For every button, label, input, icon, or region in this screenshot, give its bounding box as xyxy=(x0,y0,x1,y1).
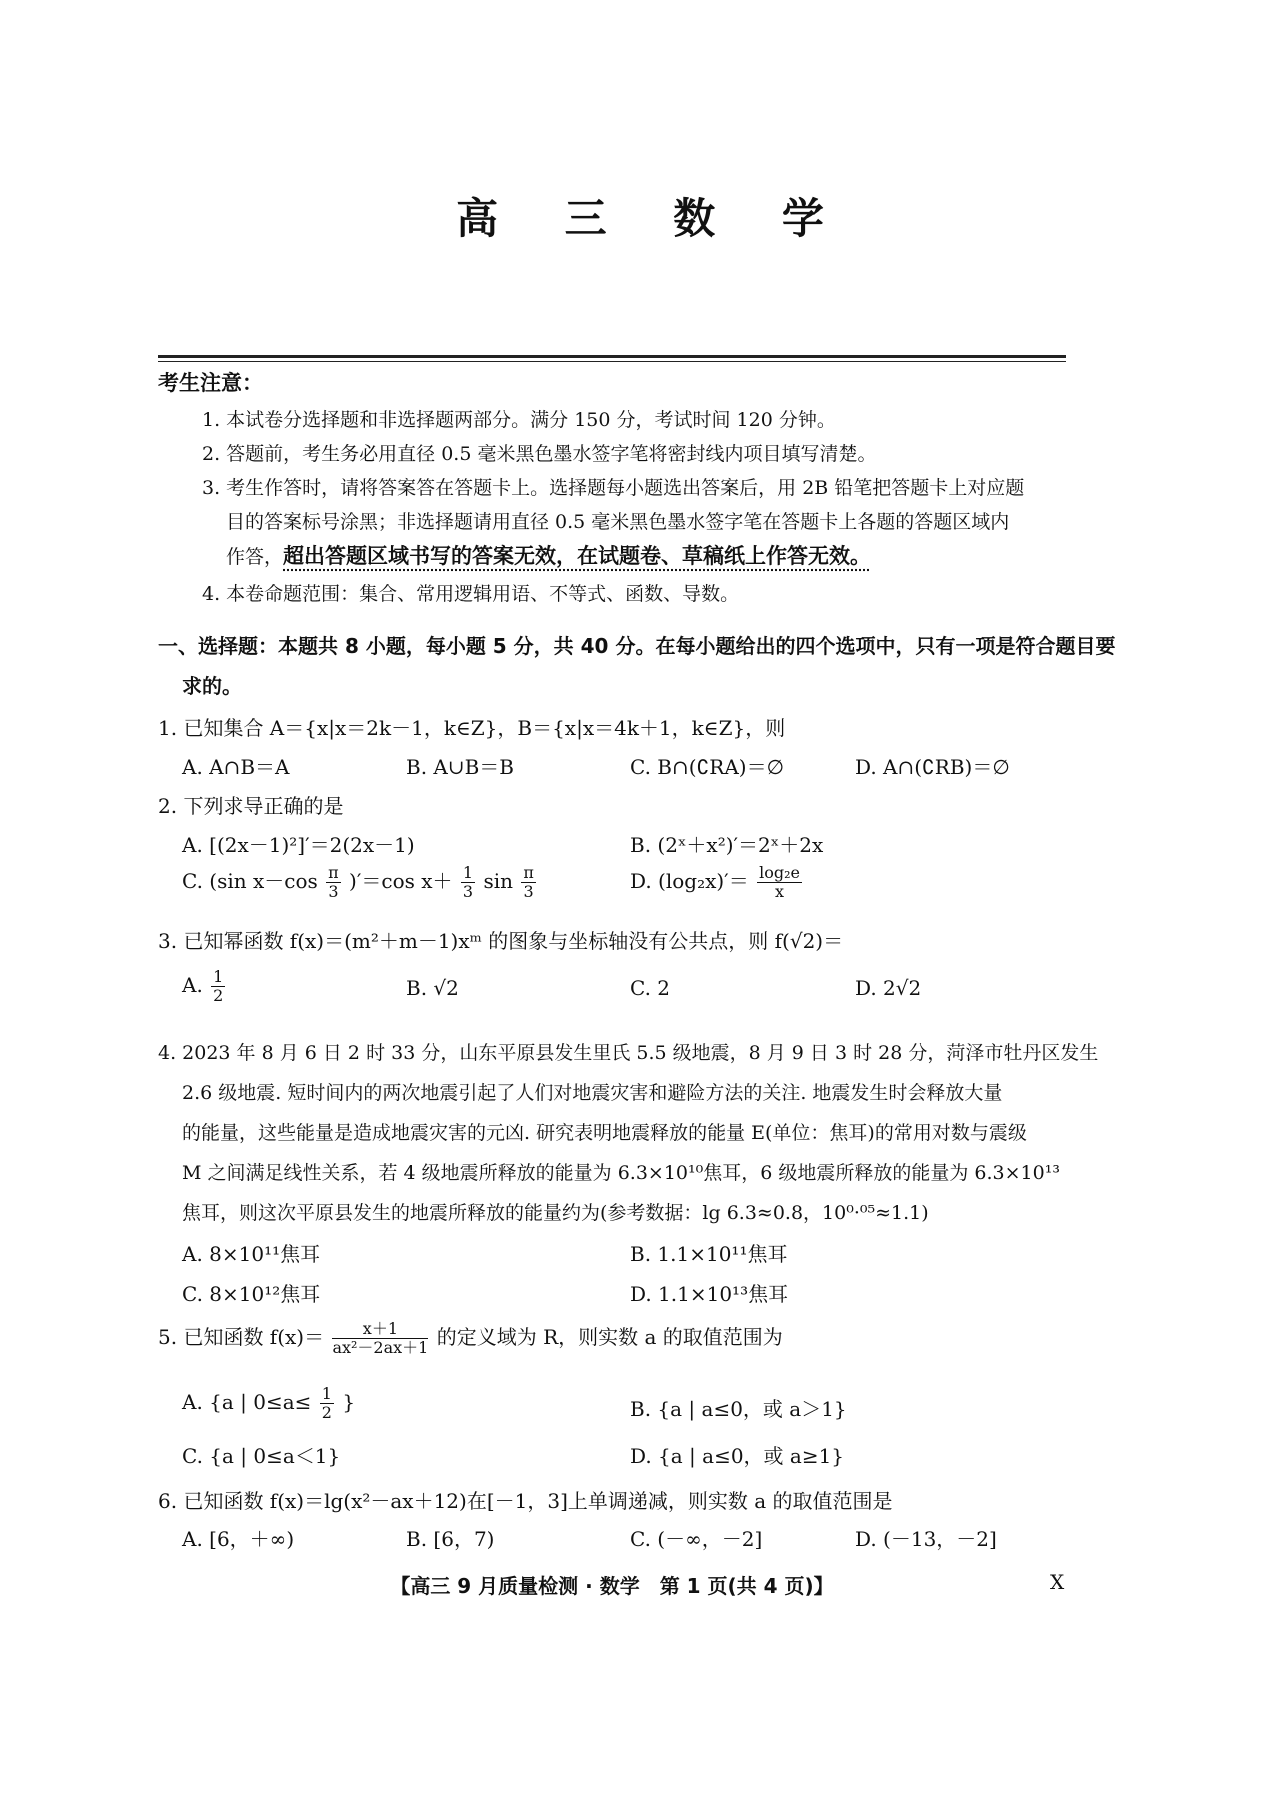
q3-option-a: A. $\frac{1}{2}$ xyxy=(182,967,224,1005)
q6-stem: 6. 已知函数 f(x)＝lg(x²－ax＋12)在[－1，3]上单调递减，则实数 a 的取值范围是 xyxy=(158,1489,893,1513)
notice-heading: 考生注意： xyxy=(158,371,263,395)
q5-option-c: C. {a | 0≤a＜1} xyxy=(182,1444,341,1468)
q4-option-d: D. 1.1×10¹³焦耳 xyxy=(630,1282,789,1306)
fraction: $\frac{1}{3}$ xyxy=(462,863,474,901)
fraction: $\frac{\text{log₂e}}{x}$ xyxy=(759,863,800,901)
q4-line-2: 2.6 级地震. 短时间内的两次地震引起了人们对地震灾害和避险方法的关注. 地震发生时会释放大量 xyxy=(182,1082,1003,1104)
section-heading: 一、选择题：本题共 8 小题，每小题 5 分，共 40 分。在每小题给出的四个选项中，只有一项是符合题目要 xyxy=(158,634,1116,658)
notice-item-2: 2. 答题前，考生务必用直径 0.5 毫米黑色墨水签字笔将密封线内项目填写清楚。 xyxy=(202,443,877,465)
page-footer: 【高三 9 月质量检测 · 数学 第 1 页(共 4 页)】 xyxy=(390,1574,834,1598)
q1-option-b: B. A∪B＝B xyxy=(406,755,515,779)
notice-item-3-prefix: 作答， xyxy=(226,546,284,568)
q3-option-d: D. 2√2 xyxy=(855,976,922,1000)
notice-item-3-line2: 目的答案标号涂黑；非选择题请用直径 0.5 毫米黑色墨水签字笔在答题卡上各题的答题区域内 xyxy=(226,511,1010,533)
fraction: $\frac{x+1}{\text{ax²－2ax＋1}}$ xyxy=(332,1319,429,1357)
divider-thin xyxy=(158,361,1066,362)
q5-option-d: D. {a | a≤0，或 a≥1} xyxy=(630,1444,845,1468)
q2-option-d: D. (log₂x)′＝ $\frac{\text{log₂e}}{x}$ xyxy=(630,863,800,901)
notice-item-1: 1. 本试卷分选择题和非选择题两部分。满分 150 分，考试时间 120 分钟。 xyxy=(202,409,836,431)
notice-item-3-line3 xyxy=(226,540,871,570)
notice-item-3-line1: 3. 考生作答时，请将答案答在答题卡上。选择题每小题选出答案后，用 2B 铅笔把答题卡上对应题 xyxy=(202,477,1025,499)
q5-option-b: B. {a | a≤0，或 a＞1} xyxy=(630,1397,847,1421)
q4-line-1: 4. 2023 年 8 月 6 日 2 时 33 分，山东平原县发生里氏 5.5 级地震，8 月 9 日 3 时 28 分，菏泽市牡丹区发生 xyxy=(158,1042,1099,1064)
fraction: $\frac{\pi}{3}$ xyxy=(328,863,339,901)
q1-stem: 1. 已知集合 A＝{x|x＝2k－1，k∈Z}，B＝{x|x＝4k＋1，k∈Z}，则 xyxy=(158,716,786,740)
q4-line-4: M 之间满足线性关系，若 4 级地震所释放的能量为 6.3×10¹⁰焦耳，6 级地震所释放的能量为 6.3×10¹³ xyxy=(182,1162,1060,1184)
q5-stem: 5. 已知函数 f(x)＝ $\frac{x+1}{\text{ax²－2ax＋1}}$ 的定义域为 R，则实数 a 的取值范围为 xyxy=(158,1319,783,1357)
fraction: $\frac{\pi}{3}$ xyxy=(523,863,534,901)
q3-option-c: C. 2 xyxy=(630,976,671,1000)
fraction: $\frac{1}{2}$ xyxy=(321,1384,332,1422)
q4-option-c: C. 8×10¹²焦耳 xyxy=(182,1282,321,1306)
q2-stem: 2. 下列求导正确的是 xyxy=(158,794,344,818)
q6-option-c: C. (－∞，－2] xyxy=(630,1527,763,1551)
corner-mark: X xyxy=(1050,1570,1065,1594)
divider-thick xyxy=(158,355,1066,358)
fraction: $\frac{1}{2}$ xyxy=(213,967,224,1005)
section-heading-cont: 求的。 xyxy=(182,674,242,698)
q6-option-b: B. [6，7) xyxy=(406,1527,495,1551)
q1-option-d: D. A∩(∁RB)＝∅ xyxy=(855,755,1010,779)
q1-option-c: C. B∩(∁RA)＝∅ xyxy=(630,755,785,779)
q6-option-d: D. (－13，－2] xyxy=(855,1527,997,1551)
q4-option-b: B. 1.1×10¹¹焦耳 xyxy=(630,1242,788,1266)
q2-option-a: A. [(2x－1)²]′＝2(2x－1) xyxy=(182,833,415,857)
q3-stem: 3. 已知幂函数 f(x)＝(m²＋m－1)xᵐ 的图象与坐标轴没有公共点，则 f(√2)＝ xyxy=(158,929,844,953)
q4-line-5: 焦耳，则这次平原县发生的地震所释放的能量约为(参考数据：lg 6.3≈0.8，10⁰·⁰⁵≈1.1) xyxy=(182,1202,929,1224)
q2-option-b: B. (2ˣ＋x²)′＝2ˣ＋2x xyxy=(630,833,824,857)
notice-item-4: 4. 本卷命题范围：集合、常用逻辑用语、不等式、函数、导数。 xyxy=(202,583,740,605)
page-title: 高 三 数 学 xyxy=(456,194,850,243)
q4-option-a: A. 8×10¹¹焦耳 xyxy=(182,1242,321,1266)
q4-line-3: 的能量，这些能量是造成地震灾害的元凶. 研究表明地震释放的能量 E(单位：焦耳)的常用对数与震级 xyxy=(182,1122,1027,1144)
q2-option-c: C. (sin x－cos $\frac{\pi}{3}$ )′＝cos x＋ $\frac{1}{3}$ sin $\frac{\pi}{3}$ xyxy=(182,863,534,901)
notice-emphasis: 超出答题区域书写的答案无效，在试题卷、草稿纸上作答无效。 xyxy=(283,544,872,568)
q1-option-a: A. A∩B＝A xyxy=(182,755,290,779)
q6-option-a: A. [6，＋∞) xyxy=(182,1527,295,1551)
q3-option-b: B. √2 xyxy=(406,976,459,1000)
q5-option-a: A. {a | 0≤a≤ $\frac{1}{2}$ } xyxy=(182,1384,356,1422)
